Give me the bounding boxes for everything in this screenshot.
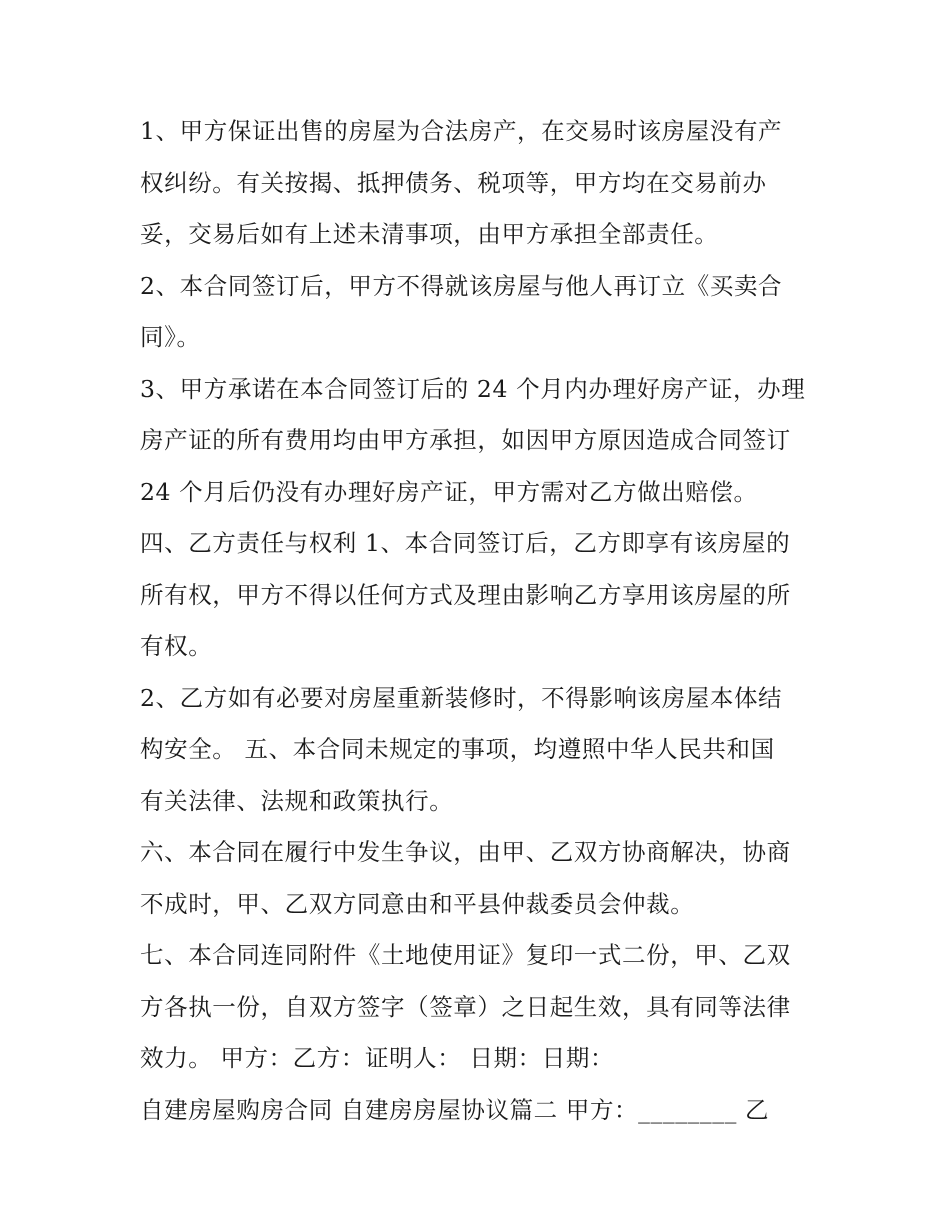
text-line: 2、乙方如有必要对房屋重新装修时，不得影响该房屋本体结 bbox=[140, 683, 783, 712]
text-line: 同》。 bbox=[140, 323, 201, 351]
text-line: 构安全。 五、本合同未规定的事项，均遵照中华人民共和国 bbox=[140, 735, 775, 763]
text-line: 3、甲方承诺在本合同签订后的 24 个月内办理好房产证，办理 bbox=[140, 374, 806, 403]
text-line: 权纠纷。有关按揭、抵押债务、税项等，甲方均在交易前办 bbox=[140, 168, 767, 197]
text-line: 效力。 甲方：乙方：证明人： 日期：日期： bbox=[140, 1044, 615, 1072]
text-line: 不成时，甲、乙双方同意由和平县仲裁委员会仲裁。 bbox=[140, 889, 695, 918]
text-line: 2、本合同签订后，甲方不得就该房屋与他人再订立《买卖合 bbox=[140, 271, 783, 300]
text-line: 所有权，甲方不得以任何方式及理由影响乙方享用该房屋的所 bbox=[140, 580, 791, 609]
text-line: 七、本合同连同附件《土地使用证》复印一式二份，甲、乙双 bbox=[140, 941, 791, 969]
text-line: 24 个月后仍没有办理好房产证，甲方需对乙方做出赔偿。 bbox=[140, 477, 758, 506]
text-line: 自建房屋购房合同 自建房房屋协议篇二 甲方：________ 乙 bbox=[140, 1095, 770, 1124]
text-line: 有关法律、法规和政策执行。 bbox=[140, 786, 454, 815]
text-line: 1、甲方保证出售的房屋为合法房产，在交易时该房屋没有产 bbox=[140, 117, 783, 145]
text-line: 房产证的所有费用均由甲方承担，如因甲方原因造成合同签订 bbox=[140, 426, 791, 454]
text-line: 妥，交易后如有上述未清事项，由甲方承担全部责任。 bbox=[140, 220, 719, 248]
text-line: 六、本合同在履行中发生争议，由甲、乙双方协商解决，协商 bbox=[140, 838, 791, 866]
text-line: 有权。 bbox=[140, 632, 213, 660]
text-line: 四、乙方责任与权利 1、本合同签订后，乙方即享有该房屋的 bbox=[140, 529, 791, 557]
document-body bbox=[140, 106, 820, 1136]
text-line: 方各执一份，自双方签字（签章）之日起生效，具有同等法律 bbox=[140, 992, 791, 1021]
